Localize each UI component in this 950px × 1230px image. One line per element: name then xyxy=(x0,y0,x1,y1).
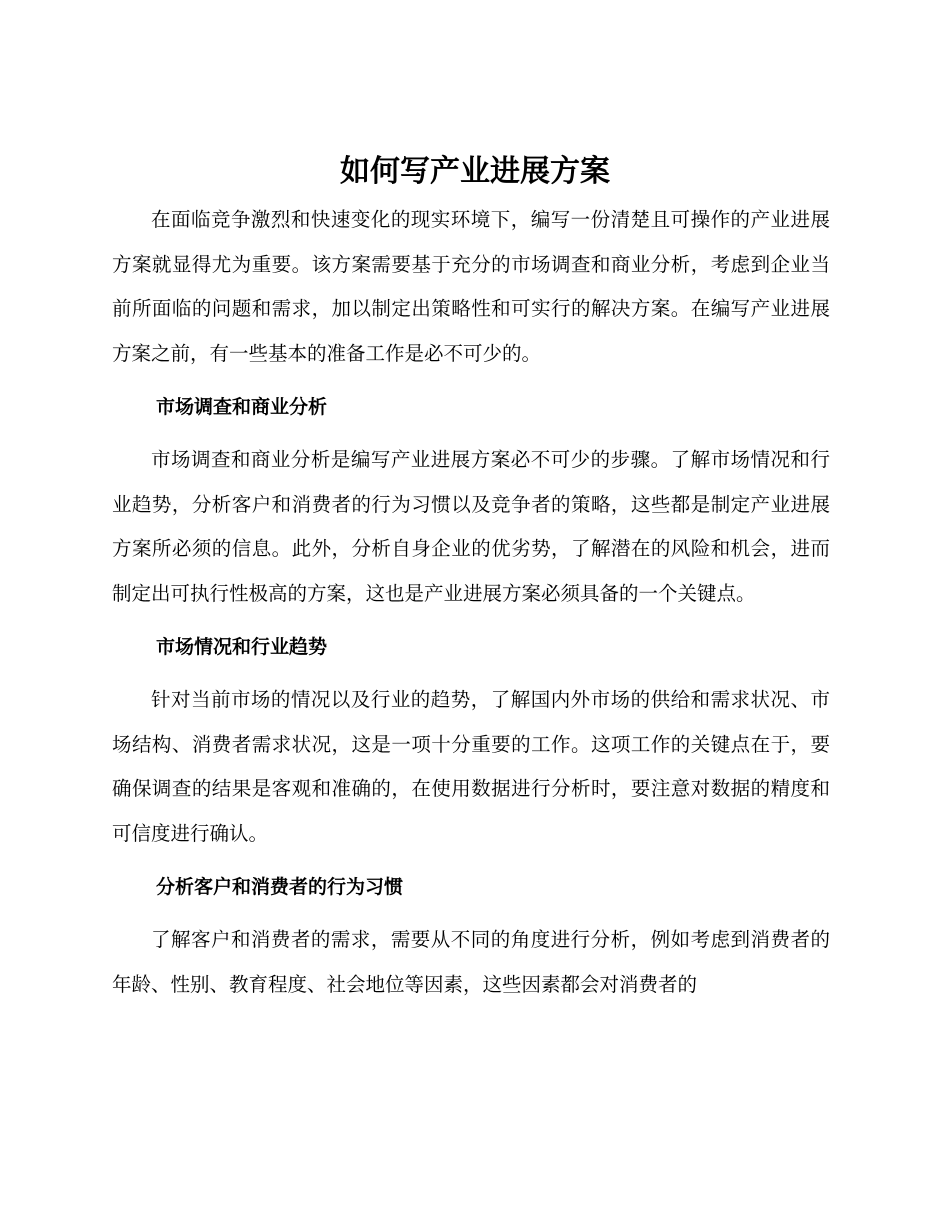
section-heading-market-research: 市场调查和商业分析 xyxy=(156,396,328,418)
section-heading-market-trends: 市场情况和行业趋势 xyxy=(156,636,328,658)
document-body xyxy=(112,198,830,1007)
page-title: 如何写产业进展方案 xyxy=(340,154,610,189)
paragraph-market-trends: 针对当前市场的情况以及行业的趋势，了解国内外市场的供给和需求状况、市场结构、消费者需求状况，这是一项十分重要的工作。这项工作的关键点在于，要确保调查的结果是客观和准确的，在使用数据进行分析时，要注意对数据的精度和可信度进行确认。 xyxy=(112,688,830,845)
paragraph-intro: 在面临竞争激烈和快速变化的现实环境下，编写一份清楚且可操作的产业进展方案就显得尤为重要。该方案需要基于充分的市场调查和商业分析，考虑到企业当前所面临的问题和需求，加以制定出策略性和可实行的解决方案。在编写产业进展方案之前，有一些基本的准备工作是必不可少的。 xyxy=(112,208,830,365)
paragraph-consumer-behavior: 了解客户和消费者的需求，需要从不同的角度进行分析，例如考虑到消费者的年龄、性别、教育程度、社会地位等因素，这些因素都会对消费者的 xyxy=(112,928,830,996)
section-heading-consumer-behavior: 分析客户和消费者的行为习惯 xyxy=(156,876,404,898)
paragraph-market-research: 市场调查和商业分析是编写产业进展方案必不可少的步骤。了解市场情况和行业趋势，分析客户和消费者的行为习惯以及竞争者的策略，这些都是制定产业进展方案所必须的信息。此外，分析自身企业的优劣势，了解潜在的风险和机会，进而制定出可执行性极高的方案，这也是产业进展方案必须具备的一个关键点。 xyxy=(112,448,830,605)
